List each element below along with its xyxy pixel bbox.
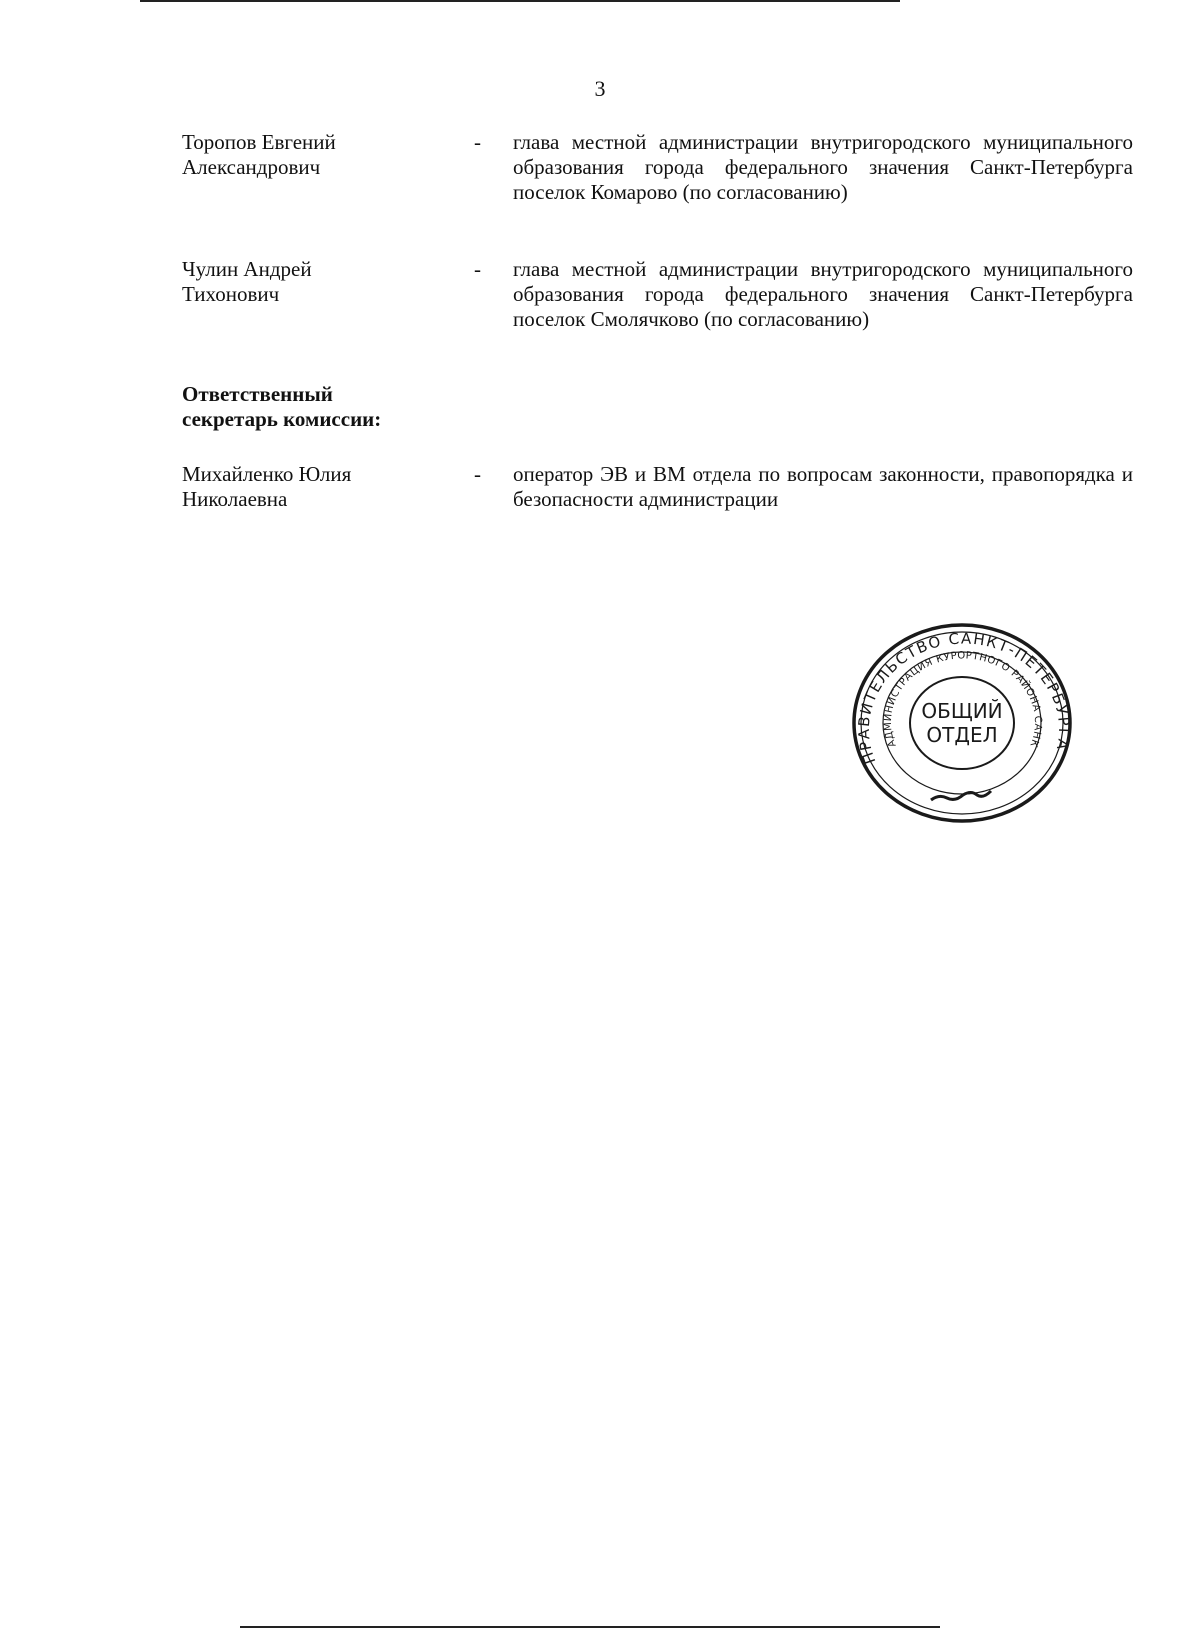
page-number: 3	[594, 76, 606, 101]
secretary-name: Михайленко Юлия Николаевна	[182, 462, 352, 511]
stamp-center-line1: ОБЩИЙ	[921, 699, 1003, 723]
official-stamp	[849, 618, 1075, 828]
stamp-center-line2: ОТДЕЛ	[926, 723, 998, 747]
secretary-role: оператор ЭВ и ВМ отдела по вопросам законности, правопорядка и безопасности администрации	[513, 462, 1133, 511]
separator-dash: -	[474, 462, 481, 486]
secretary-section-heading: Ответственный секретарь комиссии:	[182, 382, 382, 431]
separator-dash: -	[474, 130, 481, 154]
stamp-outer-text: ПРАВИТЕЛЬСТВО САНКТ-ПЕТЕРБУРГА	[854, 629, 1074, 767]
member-role: глава местной администрации внутригородского муниципального образования города федерального значения Санкт-Петербурга поселок Комарово (по согласованию)	[513, 130, 1133, 204]
stamp-inner-text: АДМИНИСТРАЦИЯ КУРОРТНОГО РАЙОНА САНК	[882, 650, 1044, 749]
member-name: Торопов Евгений Александрович	[182, 130, 336, 179]
top-scan-edge	[140, 0, 900, 2]
bottom-scan-edge	[240, 1626, 940, 1628]
member-name: Чулин Андрей Тихонович	[182, 257, 312, 306]
separator-dash: -	[474, 257, 481, 281]
member-role: глава местной администрации внутригородского муниципального образования города федерального значения Санкт-Петербурга поселок Смолячково (по согласованию)	[513, 257, 1133, 331]
